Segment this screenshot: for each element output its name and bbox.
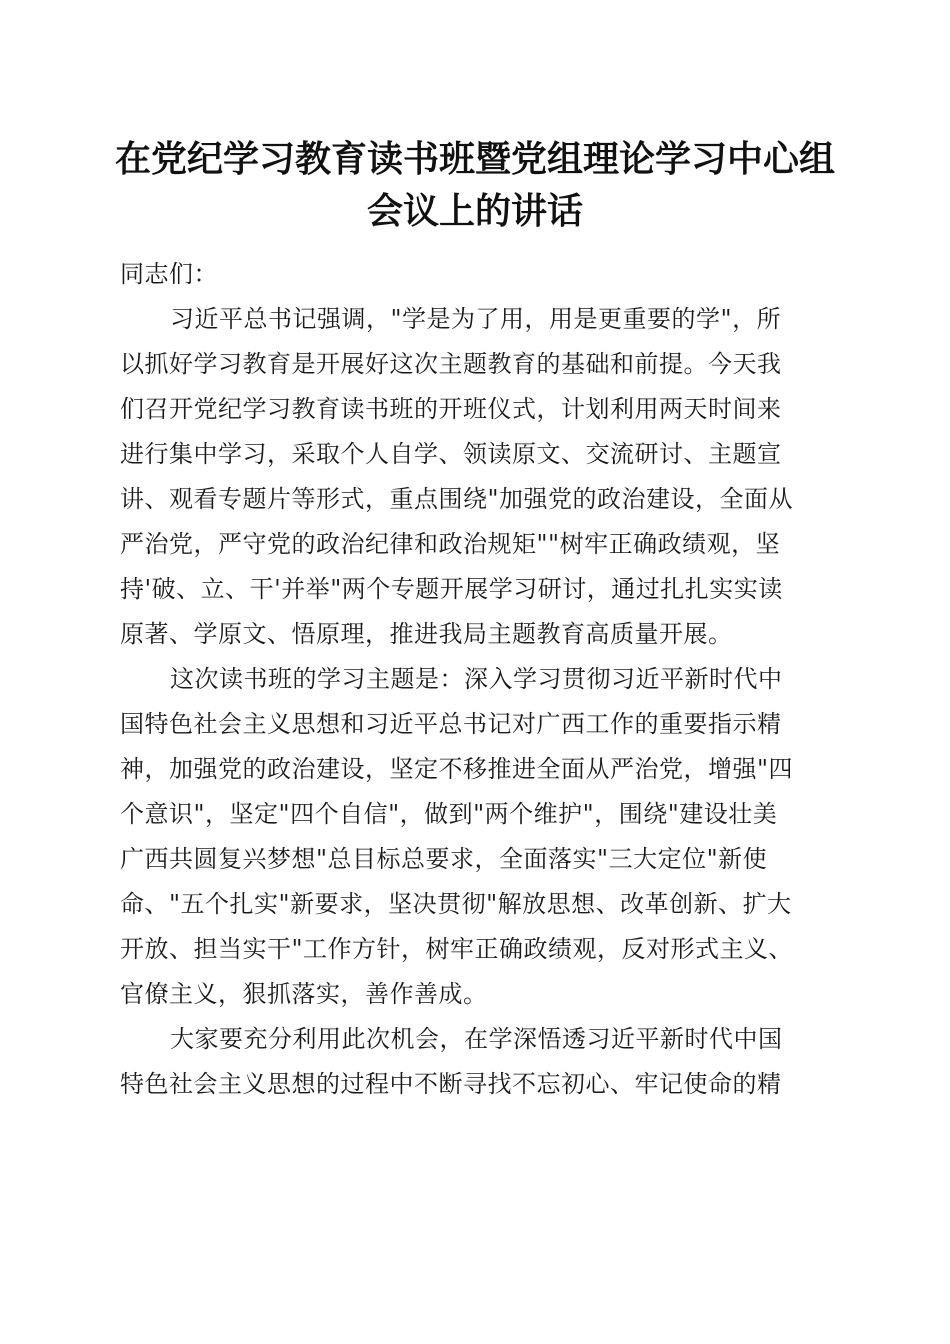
- document-title: [100, 133, 850, 237]
- paragraph-line: 们召开党纪学习教育读书班的开班仪式，计划利用两天时间来: [120, 395, 782, 423]
- paragraph-line: 大家要充分利用此次机会，在学深悟透习近平新时代中国: [170, 1025, 783, 1053]
- paragraph-line: 以抓好学习教育是开展好这次主题教育的基础和前提。今天我: [120, 350, 782, 378]
- title-line: 会议上的讲话: [366, 190, 583, 232]
- document-body: [120, 252, 832, 1107]
- paragraph-line: 特色社会主义思想的过程中不断寻找不忘初心、牢记使命的精: [120, 1070, 782, 1098]
- paragraph-line: 广西共圆复兴梦想"总目标总要求，全面落实"三大定位"新使: [120, 845, 768, 873]
- salutation: 同志们：: [120, 260, 218, 288]
- title-line: 在党纪学习教育读书班暨党组理论学习中心组: [114, 138, 835, 180]
- paragraph-line: 个意识"，坚定"四个自信"，做到"两个维护"，围绕"建设壮美: [120, 800, 778, 828]
- paragraph-line: 习近平总书记强调，"学是为了用，用是更重要的学"，所: [170, 305, 782, 333]
- paragraph-line: 国特色社会主义思想和习近平总书记对广西工作的重要指示精: [120, 710, 782, 738]
- paragraph-1: [120, 297, 832, 657]
- paragraph-line: 这次读书班的学习主题是：深入学习贯彻习近平新时代中: [170, 665, 783, 693]
- paragraph-line: 进行集中学习，采取个人自学、领读原文、交流研讨、主题宣: [120, 440, 782, 468]
- paragraph-line: 命、"五个扎实"新要求，坚决贯彻"解放思想、改革创新、扩大: [120, 890, 792, 918]
- paragraph-line: 严治党，严守党的政治纪律和政治规矩""树牢正确政绩观，坚: [120, 530, 781, 558]
- paragraph-3: [120, 1017, 832, 1107]
- paragraph-line: 持'破、立、干'并举"两个专题开展学习研讨，通过扎扎实实读: [120, 575, 783, 603]
- paragraph-line: 原著、学原文、悟原理，推进我局主题教育高质量开展。: [120, 620, 733, 648]
- paragraph-line: 官僚主义，狠抓落实，善作善成。: [120, 980, 488, 1008]
- paragraph-2: [120, 657, 832, 1017]
- paragraph-line: 讲、观看专题片等形式，重点围绕"加强党的政治建设，全面从: [120, 485, 794, 513]
- paragraph-line: 开放、担当实干"工作方针，树牢正确政绩观，反对形式主义、: [120, 935, 794, 963]
- paragraph-line: 神，加强党的政治建设，坚定不移推进全面从严治党，增强"四: [120, 755, 794, 783]
